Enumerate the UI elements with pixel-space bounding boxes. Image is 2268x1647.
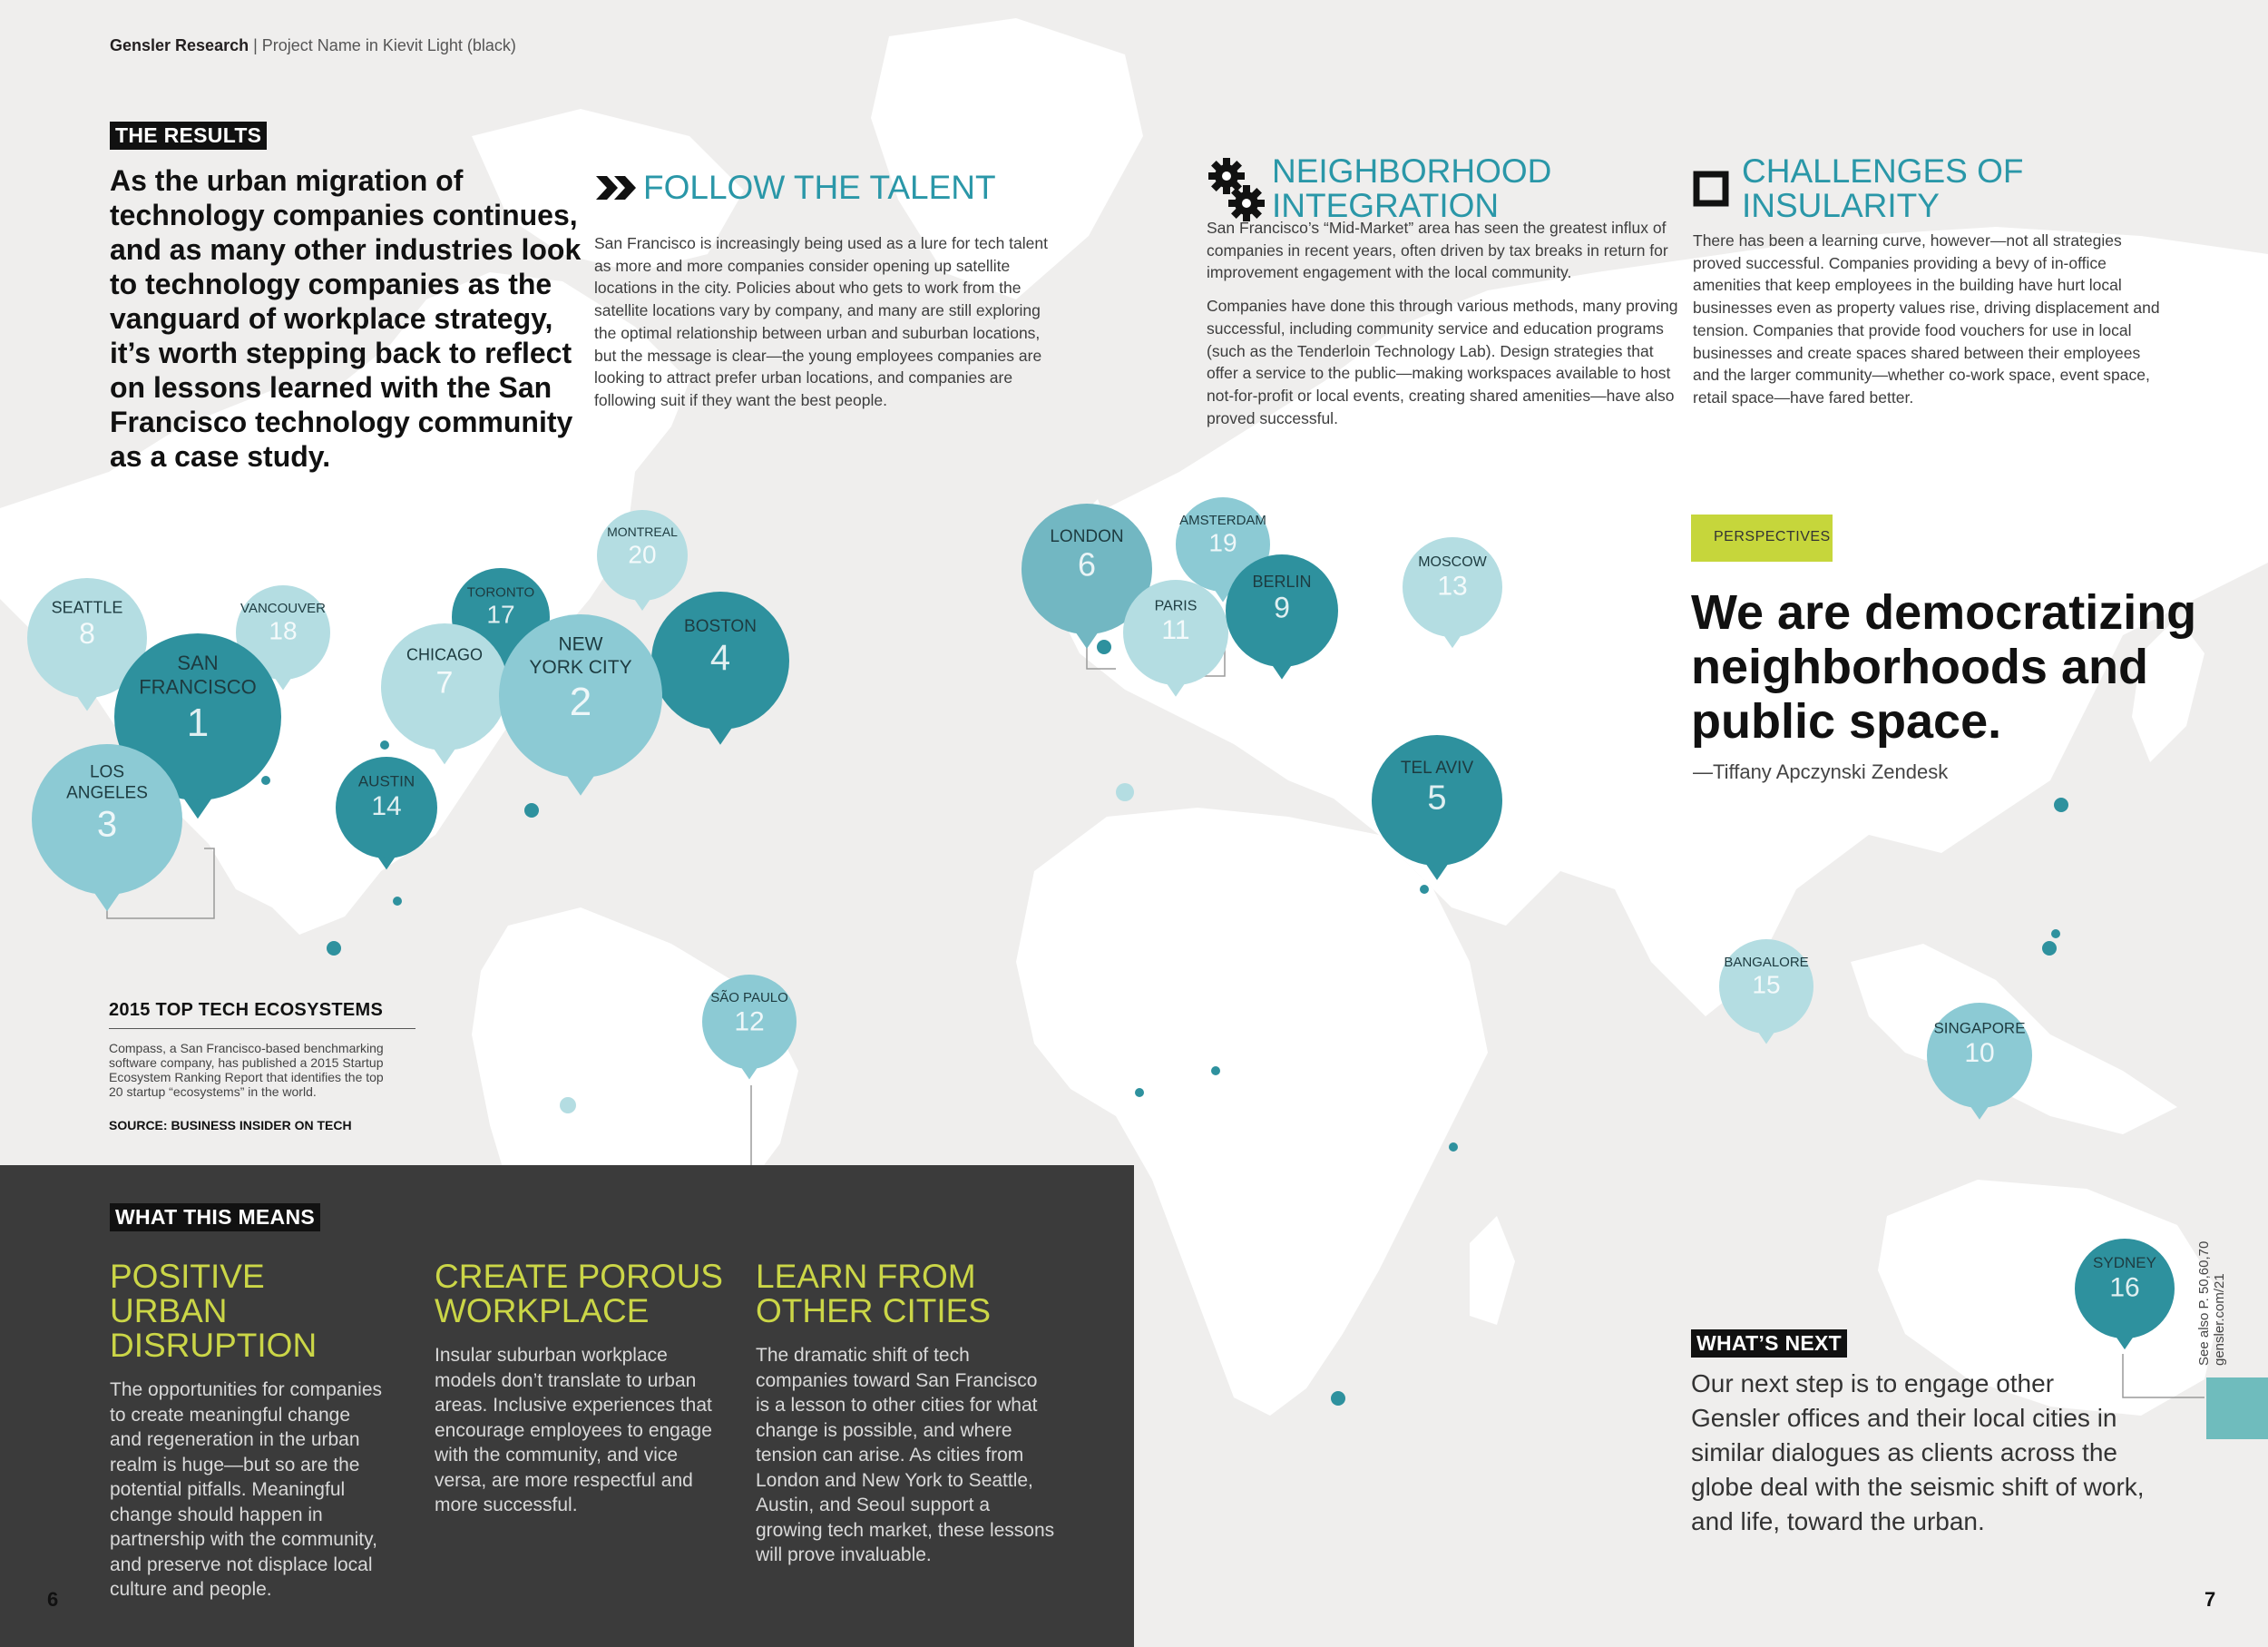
city-dot [2054,798,2068,812]
city-name: TORONTO [466,584,535,601]
city-rank: 5 [1427,779,1447,818]
city-rank: 2 [569,680,592,724]
square-outline-icon [1693,171,1729,207]
city-name: FRANCISCO [139,675,257,699]
city-rank: 11 [1161,615,1190,646]
city-rank: 7 [435,665,454,701]
page-number-left: 6 [47,1588,59,1611]
column-challenges-of-insularity [1693,154,2165,409]
column-follow-the-talent [594,171,1066,412]
city-rank: 1 [186,700,210,745]
city-bubble-los-angeles [32,744,182,911]
city-dot [1449,1142,1458,1152]
double-chevron-icon [594,174,638,201]
city-name: MOSCOW [1418,554,1487,570]
section-tab [2206,1377,2268,1439]
city-name: NEW [558,633,603,655]
city-name: BOSTON [684,617,757,637]
city-name: BANGALORE [1724,955,1809,971]
city-rank: 17 [486,600,515,629]
column-neighborhood-integration [1207,154,1678,429]
city-rank: 15 [1752,970,1781,999]
city-rank: 10 [1964,1038,1995,1069]
positive-urban-disruption-title: POSITIVE URBAN DISRUPTION [110,1258,318,1364]
city-dot [1211,1066,1220,1075]
side-note [2196,1241,2227,1366]
city-rank: 12 [734,1006,765,1037]
neighborhood-integration-body-2: Companies have done this through various methods, many proving successful, including community service and education programs (such as the Tenderloin Technology Lab). Design strategies that offer a service to the public—making workspaces available to host not-for-profit or local events, creating shared amenities—have also proved successful. [1207,297,1678,427]
positive-urban-disruption-column [110,1260,382,1603]
city-dot [380,740,389,750]
city-rank: 18 [269,616,298,645]
city-rank: 13 [1437,571,1468,602]
city-rank: 20 [628,540,657,569]
city-name: MONTREAL [607,524,678,539]
city-dot [1420,885,1429,894]
header-divider: | [249,36,262,54]
results-lead: As the urban migration of technology companies continues, and as many other industries look to technology companies as the vanguard of workplace strategy, it’s worth stepping back to reflect on lessons learned with the San Francisco technology community as a case study. [110,164,582,473]
follow-the-talent-title: FOLLOW THE TALENT [643,169,996,206]
perspectives-tag: PERSPECTIVES [1691,515,1833,562]
challenges-body: There has been a learning curve, however—not all strategies proved successful. Companies providing a bevy of in-office amenities that keep employees in the building have hurt local businesses even as property values rise, driving displacement and tension. Companies that provide food vouchers for use in local businesses and create spaces shared between their employees and the larger community—whether co-work space, event space, retail space—have fared better. [1693,231,2160,407]
city-rank: 16 [2109,1272,2140,1303]
create-porous-workplace-body: Insular suburban workplace models don’t translate to urban areas. Inclusive experiences that encourage employees to engage with the community, and vice versa, are more respectful and more successful. [435,1345,712,1515]
quote-attribution: —Tiffany Apczynski Zendesk [1693,760,1949,783]
what-this-means-panel [0,1165,1134,1647]
neighborhood-integration-title: NEIGHBORHOOD INTEGRATION [1272,152,1552,224]
city-name: PARIS [1154,598,1198,614]
city-dot [1097,640,1111,654]
city-name: LOS [89,762,125,782]
ecosystems-rule [109,1028,415,1029]
city-name: AUSTIN [357,772,415,790]
city-dot [2042,941,2057,956]
ecosystems-source: SOURCE: BUSINESS INSIDER ON TECH [109,1118,352,1132]
city-name: BERLIN [1252,572,1312,591]
whats-next-tag: WHAT’S NEXT [1691,1329,1847,1358]
city-rank: 3 [96,804,118,845]
city-name: TEL AVIV [1400,758,1474,778]
city-name: SEATTLE [51,598,123,617]
city-name: LONDON [1050,526,1124,546]
page-number-right: 7 [2204,1588,2216,1611]
results-tag: THE RESULTS [110,122,267,150]
city-dot [1135,1088,1144,1097]
city-rank: 19 [1208,528,1237,557]
madagascar-land [1470,1216,1515,1325]
ecosystems-description: Compass, a San Francisco-based benchmarking software company, has published a 2015 Startup Ecosystem Ranking Report that identifies the top 20 startup “ecosystems” in the world. [109,1041,384,1099]
positive-urban-disruption-body: The opportunities for companies to create meaningful change and regeneration in the urban realm is huge—but so are the potential pitfalls. Meaningful change should happen in partnership with the community, and preserve not displace local culture and people. [110,1379,382,1600]
city-name: ANGELES [66,783,148,803]
city-dot [2051,929,2060,938]
brand-name: Gensler Research [110,36,249,54]
neighborhood-integration-body-1: San Francisco’s “Mid-Market” area has seen the greatest influx of companies in recent years, often driven by tax breaks in return for improvement engagement with the local community. [1207,219,1668,282]
city-bubble-boston [651,592,789,745]
city-dot [524,803,539,818]
whats-next-section [1691,1329,1847,1358]
city-bubble-singapore [1927,1003,2032,1120]
follow-the-talent-body: San Francisco is increasingly being used as a lure for tech talent as more and more companies consider opening up satellite locations in the city. Policies about who gets to work from the satellite locations vary by company, and many are still exploring the optimal relationship between urban and suburban locations, but the message is clear—the young employees companies are looking to attract prefer urban locations, and companies are following suit if they want the best people. [594,234,1048,409]
learn-from-other-cities-title: LEARN FROM OTHER CITIES [756,1258,992,1329]
city-dot [1331,1391,1345,1406]
city-bubble-bangalore [1719,939,1813,1044]
ecosystems-title: 2015 TOP TECH ECOSYSTEMS [109,1000,384,1020]
city-name: VANCOUVER [240,601,326,617]
results-section [110,122,267,150]
city-dot [560,1097,576,1113]
city-name: SÃO PAULO [710,990,788,1006]
city-name: YORK CITY [529,656,632,678]
website-note: gensler.com/21 [2212,1273,2227,1366]
perspectives-quote: We are democratizing neighborhoods and public space. [1691,585,2197,749]
city-rank: 6 [1077,545,1097,583]
city-rank: 8 [79,616,95,650]
city-bubble-montreal [597,510,688,611]
create-porous-workplace-column [435,1260,725,1518]
city-name: SYDNEY [2093,1253,2156,1271]
city-dot [327,941,341,956]
challenges-title: CHALLENGES OF INSULARITY [1742,152,2024,224]
gears-icon [1207,156,1266,223]
see-also-note: See also P. 50,60,70 [2196,1240,2212,1366]
whats-next-body: Our next step is to engage other Gensler offices and their local cities in similar dialogues as clients across the globe deal with the seismic shift of work, and life, toward the urban. [1691,1369,2145,1535]
what-this-means-tag: WHAT THIS MEANS [110,1203,320,1231]
city-rank: 4 [709,638,731,679]
create-porous-workplace-title: CREATE POROUS WORKPLACE [435,1258,723,1329]
city-name: AMSTERDAM [1179,513,1266,529]
learn-from-other-cities-column [756,1260,1055,1568]
city-rank: 9 [1274,591,1290,624]
city-dot [1116,783,1134,801]
city-dot [261,776,270,785]
city-bubble-new-yorkcity [499,614,662,796]
city-dot [393,897,402,906]
learn-from-other-cities-body: The dramatic shift of tech companies toward San Francisco is a lesson to other cities for what change is possible, and where tension can arise. As cities from London and New York to Seattle, Austin, and Seoul support a growing tech market, these lessons will prove invaluable. [756,1345,1055,1565]
city-name: SINGAPORE [1933,1019,2026,1037]
running-header [110,36,516,55]
project-name: Project Name in Kievit Light (black) [261,36,516,54]
city-name: CHICAGO [406,645,484,664]
city-name: SAN [177,652,219,675]
city-rank: 14 [371,790,402,821]
